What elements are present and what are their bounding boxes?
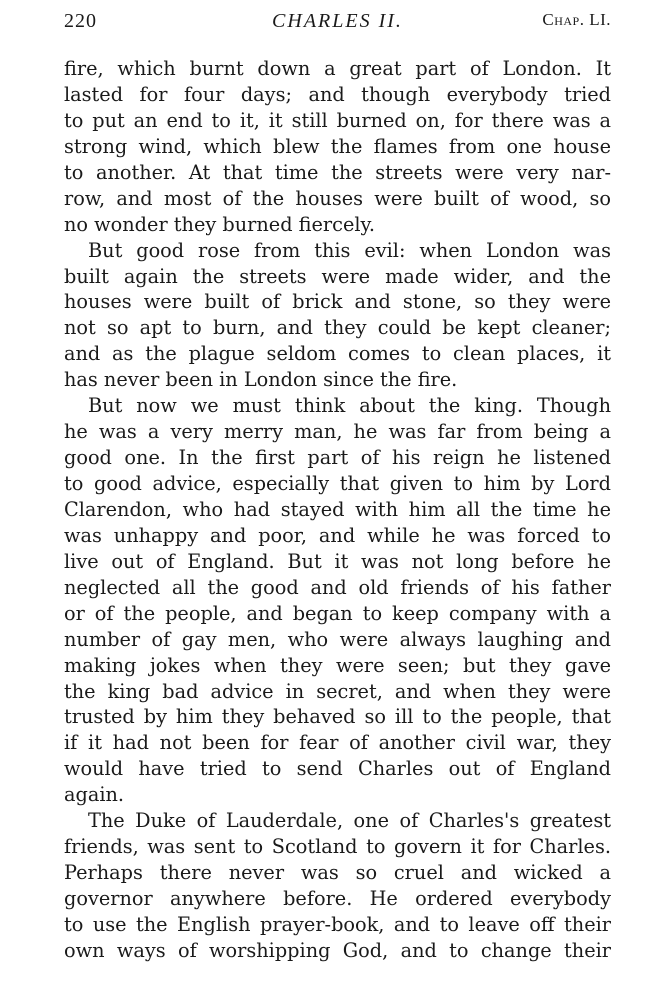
text-line: no wonder they burned fiercely.: [64, 212, 375, 236]
text-line: friends, was sent to Scotland to govern it for Charles.: [64, 835, 611, 859]
paragraph: [64, 808, 611, 964]
text-line: the king bad advice in secret, and when they were: [64, 679, 611, 703]
page-number: 220: [64, 10, 97, 32]
text-line: if it had not been for fear of another civil war, they: [64, 731, 611, 755]
text-line: good one. In the first part of his reign he listened: [64, 446, 611, 470]
text-line: strong wind, which blew the flames from one house: [64, 134, 611, 158]
text-line: trusted by him they behaved so ill to the people, that: [64, 705, 611, 729]
text-line: or of the people, and began to keep company with a: [64, 601, 611, 625]
text-line: making jokes when they were seen; but they gave: [64, 653, 611, 677]
text-line: own ways of worshipping God, and to change their: [64, 938, 611, 962]
text-line: not so apt to burn, and they could be kept cleaner;: [64, 316, 611, 340]
text-line: he was a very merry man, he was far from being a: [64, 420, 611, 444]
paragraph: [64, 56, 611, 238]
paragraph: [64, 238, 611, 394]
page-header: [64, 10, 611, 36]
text-line: built again the streets were made wider, and the: [64, 264, 611, 288]
paragraph: [64, 393, 611, 808]
text-line: to put an end to it, it still burned on, for there was a: [64, 108, 611, 132]
text-line: and as the plague seldom comes to clean places, it: [64, 342, 611, 366]
text-line: to good advice, especially that given to him by Lord: [64, 472, 611, 495]
text-line: number of gay men, who were always laughing and: [64, 627, 611, 651]
text-line: neglected all the good and old friends of his father: [64, 575, 611, 599]
text-line: fire, which burnt down a great part of London. It: [64, 57, 611, 80]
text-line: row, and most of the houses were built of wood, so: [64, 186, 611, 210]
chapter-label: Chap. LI.: [542, 10, 611, 29]
text-line: governor anywhere before. He ordered everybody: [64, 887, 611, 910]
text-line: was unhappy and poor, and while he was forced to: [64, 523, 611, 547]
text-line: would have tried to send Charles out of England: [64, 757, 611, 781]
text-line: But now we must think about the king. Though: [88, 394, 611, 418]
text-line: to another. At that time the streets were very nar-: [64, 160, 611, 184]
text-line: houses were built of brick and stone, so they were: [64, 290, 611, 314]
text-line: lasted for four days; and though everybody tried: [64, 82, 611, 106]
running-title: CHARLES II.: [272, 10, 403, 32]
text-line: to use the English prayer-book, and to leave off their: [64, 912, 611, 936]
text-line: live out of England. But it was not long before he: [64, 549, 611, 573]
text-line: The Duke of Lauderdale, one of Charles's greatest: [88, 809, 611, 833]
text-line: again.: [64, 783, 125, 807]
text-line: Perhaps there never was so cruel and wicked a: [64, 861, 611, 885]
text-line: Clarendon, who had stayed with him all the time he: [64, 497, 611, 521]
body-text: [64, 56, 611, 964]
text-line: has never been in London since the fire.: [64, 368, 458, 392]
text-line: But good rose from this evil: when London was: [88, 238, 611, 262]
